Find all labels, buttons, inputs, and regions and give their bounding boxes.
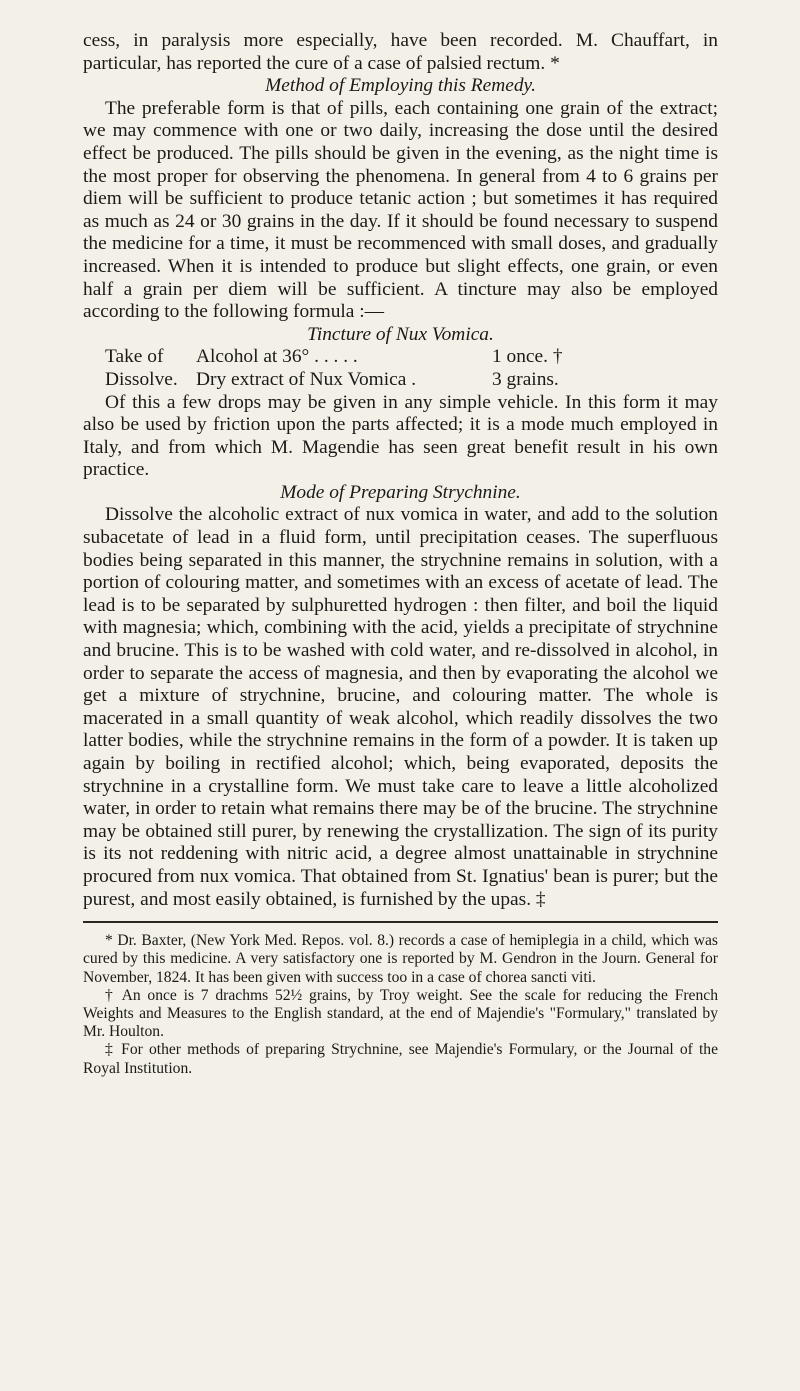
formula-verb: Take of: [105, 346, 164, 368]
paragraph-tincture-use: Of this a few drops may be given in any simple vehicle. In this form it may also be used by friction upon the parts affected; it is a mode much employed in Italy, and from which M. Magendie has seen great benefit result in his own practice.: [83, 391, 718, 481]
footnote-divider: [83, 921, 718, 923]
paragraph-strychnine-preparation: Dissolve the alcoholic extract of nux vomica in water, and add to the solution subacetate of lead in a fluid form, until precipitation ceases. The superfluous bodies being separated in this manner, the strychnine remains in solution, with a portion of colouring matter, and sometimes with an excess of acetate of lead. The lead is to be separated by sulphuretted hydrogen : then filter, and boil the liquid with magnesia; which, combining with the acid, yields a precipitate of strychnine and brucine. This is to be washed with cold water, and re-dissolved in alcohol, in order to separate the access of magnesia, and then by evaporating the alcohol we get a mixture of strychnine, brucine, and colouring matter. The whole is macerated in a small quantity of weak alcohol, which readily dissolves the two latter bodies, while the strychnine remains in the form of a powder. It is taken up again by boiling in rectified alcohol; which, being evaporated, deposits the strychnine in a crystalline form. We must take care to leave a little alcoholized water, in order to retain what remains there may be of the brucine. The strychnine may be obtained still purer, by renewing the crystallization. The sign of its purity is its not reddening with nitric acid, a degree almost unattainable in strychnine procured from nux vomica. That obtained from St. Ignatius' bean is purer; but the purest, and most easily obtained, is furnished by the upas. ‡: [83, 504, 718, 910]
footnote: ‡ For other methods of preparing Strychnine, see Majendie's Formulary, or the Journal of the Royal Institution.: [83, 1041, 718, 1077]
paragraph-continuation: cess, in paralysis more especially, have been recorded. M. Chauffart, in particular, has reported the cure of a case of palsied rectum. *: [83, 30, 718, 74]
paragraph-method: The preferable form is that of pills, each containing one grain of the extract; we may commence with one or two daily, increasing the dose until the desired effect be produced. The pills should be given in the evening, as the night time is the most proper for observing the phenomena. In general from 4 to 6 grains per diem will be sufficient to produce tetanic action ; but sometimes it has required as much as 24 or 30 grains in the day. If it should be found necessary to suspend the medicine for a time, it must be recommenced with small doses, and gradually increased. When it is intended to produce but slight effects, one grain, or even half a grain per diem will be sufficient. A tincture may also be employed according to the following formula :—: [83, 97, 718, 323]
footnote: † An once is 7 drachms 52½ grains, by Troy weight. See the scale for reducing the French Weights and Measures to the English standard, at the end of Majendie's "Formulary," translated by Mr. Houlton.: [83, 986, 718, 1041]
formula-amount: 1 once. †: [492, 346, 563, 368]
footnotes: [83, 932, 718, 1078]
formula-ingredient: Alcohol at 36° . . . . .: [196, 346, 358, 368]
formula-row: [83, 369, 718, 392]
section-heading-method: Method of Employing this Remedy.: [265, 75, 536, 97]
formula-row: [83, 346, 718, 369]
section-heading-tincture: Tincture of Nux Vomica.: [307, 323, 494, 345]
section-heading-strychnine: Mode of Preparing Strychnine.: [280, 481, 521, 503]
formula: [83, 346, 718, 391]
formula-ingredient: Dry extract of Nux Vomica .: [196, 368, 417, 390]
footnote: * Dr. Baxter, (New York Med. Repos. vol. 8.) records a case of hemiplegia in a child, which was cured by this medicine. A very satisfactory one is reported by M. Gendron in the Journ. General for November, 1824. It has been given with success too in a case of chorea sancti viti.: [83, 932, 718, 986]
formula-amount: 3 grains.: [492, 368, 559, 390]
formula-verb: Dissolve.: [105, 368, 178, 390]
